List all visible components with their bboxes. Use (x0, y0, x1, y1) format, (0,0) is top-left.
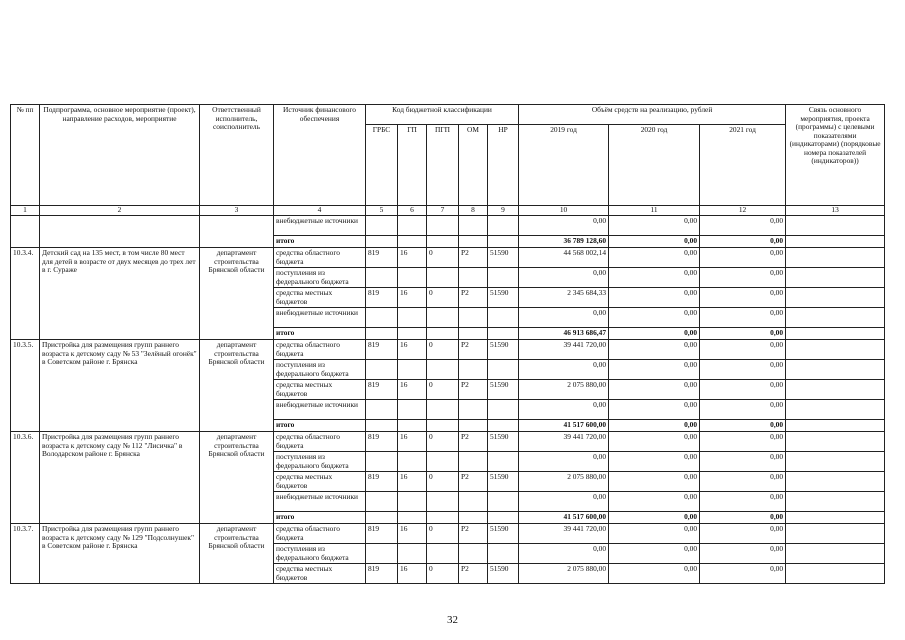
total-2021: 0,00 (700, 236, 786, 248)
code-pgp: 0 (427, 472, 459, 492)
source-label: поступления из федерального бюджета (274, 268, 366, 288)
source-label: поступления из федерального бюджета (274, 360, 366, 380)
code-gp: 16 (398, 524, 427, 544)
value-2019: 0,00 (519, 308, 609, 328)
value-2021: 0,00 (700, 564, 786, 584)
value-2020: 0,00 (609, 544, 700, 564)
value-2019: 0,00 (519, 400, 609, 420)
code-np: 51590 (488, 524, 519, 544)
code-pgp: 0 (427, 248, 459, 268)
code-gp: 16 (398, 248, 427, 268)
column-number: 7 (427, 206, 459, 216)
table-row (11, 524, 885, 544)
value-2019: 44 568 002,14 (519, 248, 609, 268)
num-cell: 10.3.5. (11, 340, 40, 432)
budget-table (10, 104, 885, 584)
source-label: внебюджетные источники (274, 492, 366, 512)
responsible-cell: департамент строительства Брянской области (200, 524, 274, 584)
column-number: 8 (459, 206, 488, 216)
source-label: средства местных бюджетов (274, 288, 366, 308)
source-label: средства областного бюджета (274, 524, 366, 544)
code-np: 51590 (488, 340, 519, 360)
value-2020: 0,00 (609, 380, 700, 400)
value-2021: 0,00 (700, 288, 786, 308)
column-number: 12 (700, 206, 786, 216)
value-2020: 0,00 (609, 564, 700, 584)
name-cell: Пристройка для размещения групп раннего возраста к детскому саду № 112 "Лисичка" в Володарском районе г. Брянска (40, 432, 200, 524)
code-pgp: 0 (427, 380, 459, 400)
header-num: № пп (11, 105, 40, 206)
source-label: итого (274, 236, 366, 248)
page-number: 32 (447, 614, 458, 626)
value-2021: 0,00 (700, 380, 786, 400)
name-cell: Пристройка для размещения групп раннего возраста к детскому саду № 129 "Подсолнушек" в Советском районе г. Брянска (40, 524, 200, 584)
value-2021: 0,00 (700, 268, 786, 288)
source-label: средства областного бюджета (274, 340, 366, 360)
total-2019: 41 517 600,00 (519, 420, 609, 432)
code-om: P2 (459, 524, 488, 544)
header-2021: 2021 год (700, 125, 786, 206)
column-number: 9 (488, 206, 519, 216)
value-2020: 0,00 (609, 340, 700, 360)
num-cell: 10.3.7. (11, 524, 40, 584)
header-volume-group: Объём средств на реализацию, рублей (519, 105, 786, 125)
value-2020: 0,00 (609, 360, 700, 380)
column-number: 11 (609, 206, 700, 216)
header-np: НР (488, 125, 519, 206)
responsible-cell: департамент строительства Брянской области (200, 432, 274, 524)
header-pgp: ПГП (427, 125, 459, 206)
num-cell: 10.3.4. (11, 248, 40, 340)
value-2019: 2 075 880,00 (519, 380, 609, 400)
value-2020: 0,00 (609, 432, 700, 452)
code-grbs: 819 (366, 564, 398, 584)
code-pgp: 0 (427, 340, 459, 360)
value-2021: 0,00 (700, 524, 786, 544)
table-row (11, 216, 885, 236)
code-grbs: 819 (366, 288, 398, 308)
column-number: 13 (786, 206, 885, 216)
total-2020: 0,00 (609, 420, 700, 432)
value-2020: 0,00 (609, 308, 700, 328)
value-2019: 2 345 684,33 (519, 288, 609, 308)
value-2020: 0,00 (609, 216, 700, 236)
code-pgp: 0 (427, 288, 459, 308)
column-number: 6 (398, 206, 427, 216)
table-row (11, 340, 885, 360)
code-pgp: 0 (427, 524, 459, 544)
source-label: поступления из федерального бюджета (274, 452, 366, 472)
value-2020: 0,00 (609, 268, 700, 288)
value-2019: 0,00 (519, 360, 609, 380)
value-2019: 0,00 (519, 216, 609, 236)
source-label: внебюджетные источники (274, 308, 366, 328)
table-row (11, 432, 885, 452)
code-om: P2 (459, 432, 488, 452)
code-grbs: 819 (366, 432, 398, 452)
value-2019: 2 075 880,00 (519, 564, 609, 584)
source-label: внебюджетные источники (274, 216, 366, 236)
value-2019: 39 441 720,00 (519, 432, 609, 452)
column-number: 10 (519, 206, 609, 216)
total-2021: 0,00 (700, 512, 786, 524)
header-2020: 2020 год (609, 125, 700, 206)
value-2019: 39 441 720,00 (519, 524, 609, 544)
responsible-cell (200, 216, 274, 248)
value-2020: 0,00 (609, 472, 700, 492)
code-om: P2 (459, 248, 488, 268)
code-gp: 16 (398, 340, 427, 360)
total-2020: 0,00 (609, 328, 700, 340)
code-om: P2 (459, 288, 488, 308)
name-cell: Детский сад на 135 мест, в том числе 80 мест для детей в возрасте от двух месяцев до трех лет в г. Сураже (40, 248, 200, 340)
value-2020: 0,00 (609, 492, 700, 512)
value-2021: 0,00 (700, 452, 786, 472)
header-responsible: Ответственный исполнитель, соисполнитель (200, 105, 274, 206)
value-2021: 0,00 (700, 308, 786, 328)
code-grbs: 819 (366, 472, 398, 492)
code-om: P2 (459, 472, 488, 492)
code-np: 51590 (488, 472, 519, 492)
value-2020: 0,00 (609, 400, 700, 420)
code-gp: 16 (398, 432, 427, 452)
code-grbs: 819 (366, 380, 398, 400)
column-number-row (11, 206, 885, 216)
code-grbs: 819 (366, 340, 398, 360)
responsible-cell: департамент строительства Брянской области (200, 248, 274, 340)
header-gp: ГП (398, 125, 427, 206)
value-2020: 0,00 (609, 288, 700, 308)
column-number: 3 (200, 206, 274, 216)
code-om: P2 (459, 340, 488, 360)
header-grbs: ГРБС (366, 125, 398, 206)
code-np: 51590 (488, 248, 519, 268)
source-label: поступления из федерального бюджета (274, 544, 366, 564)
code-om: P2 (459, 564, 488, 584)
header-code-group: Код бюджетной классификации (366, 105, 519, 125)
source-label: средства областного бюджета (274, 432, 366, 452)
code-pgp: 0 (427, 432, 459, 452)
name-cell: Пристройка для размещения групп раннего возраста к детскому саду № 53 "Зелёный огонёк" в Советском районе г. Брянска (40, 340, 200, 432)
value-2021: 0,00 (700, 400, 786, 420)
column-number: 1 (11, 206, 40, 216)
value-2021: 0,00 (700, 492, 786, 512)
code-grbs: 819 (366, 524, 398, 544)
total-2021: 0,00 (700, 328, 786, 340)
header-name: Подпрограмма, основное мероприятие (проект), направление расходов, мероприятие (40, 105, 200, 206)
source-label: итого (274, 328, 366, 340)
value-2021: 0,00 (700, 472, 786, 492)
value-2019: 2 075 880,00 (519, 472, 609, 492)
value-2019: 39 441 720,00 (519, 340, 609, 360)
total-2020: 0,00 (609, 512, 700, 524)
header-om: ОМ (459, 125, 488, 206)
code-gp: 16 (398, 288, 427, 308)
value-2021: 0,00 (700, 216, 786, 236)
source-label: итого (274, 420, 366, 432)
value-2019: 0,00 (519, 492, 609, 512)
table-row (11, 248, 885, 268)
num-cell: 10.3.6. (11, 432, 40, 524)
total-2019: 46 913 686,47 (519, 328, 609, 340)
value-2021: 0,00 (700, 544, 786, 564)
column-number: 5 (366, 206, 398, 216)
header-2019: 2019 год (519, 125, 609, 206)
num-cell (11, 216, 40, 248)
source-label: итого (274, 512, 366, 524)
code-np: 51590 (488, 564, 519, 584)
column-number: 2 (40, 206, 200, 216)
value-2020: 0,00 (609, 524, 700, 544)
code-grbs: 819 (366, 248, 398, 268)
source-label: средства областного бюджета (274, 248, 366, 268)
code-gp: 16 (398, 472, 427, 492)
code-gp: 16 (398, 564, 427, 584)
value-2019: 0,00 (519, 544, 609, 564)
source-label: средства местных бюджетов (274, 380, 366, 400)
value-2021: 0,00 (700, 340, 786, 360)
value-2021: 0,00 (700, 360, 786, 380)
code-np: 51590 (488, 288, 519, 308)
value-2019: 0,00 (519, 452, 609, 472)
code-pgp: 0 (427, 564, 459, 584)
total-2019: 41 517 600,00 (519, 512, 609, 524)
total-2020: 0,00 (609, 236, 700, 248)
value-2021: 0,00 (700, 248, 786, 268)
code-np: 51590 (488, 432, 519, 452)
value-2019: 0,00 (519, 268, 609, 288)
source-label: внебюджетные источники (274, 400, 366, 420)
header-link: Связь основного мероприятия, проекта (программы) с целевыми показателями (индикаторами) (порядковые номера показателей (индикаторов)) (786, 105, 885, 206)
code-gp: 16 (398, 380, 427, 400)
responsible-cell: департамент строительства Брянской области (200, 340, 274, 432)
name-cell (40, 216, 200, 248)
source-label: средства местных бюджетов (274, 472, 366, 492)
code-om: P2 (459, 380, 488, 400)
total-2019: 36 789 128,60 (519, 236, 609, 248)
header-source: Источник финансового обеспечения (274, 105, 366, 206)
total-2021: 0,00 (700, 420, 786, 432)
value-2020: 0,00 (609, 248, 700, 268)
source-label: средства местных бюджетов (274, 564, 366, 584)
value-2020: 0,00 (609, 452, 700, 472)
value-2021: 0,00 (700, 432, 786, 452)
code-np: 51590 (488, 380, 519, 400)
column-number: 4 (274, 206, 366, 216)
